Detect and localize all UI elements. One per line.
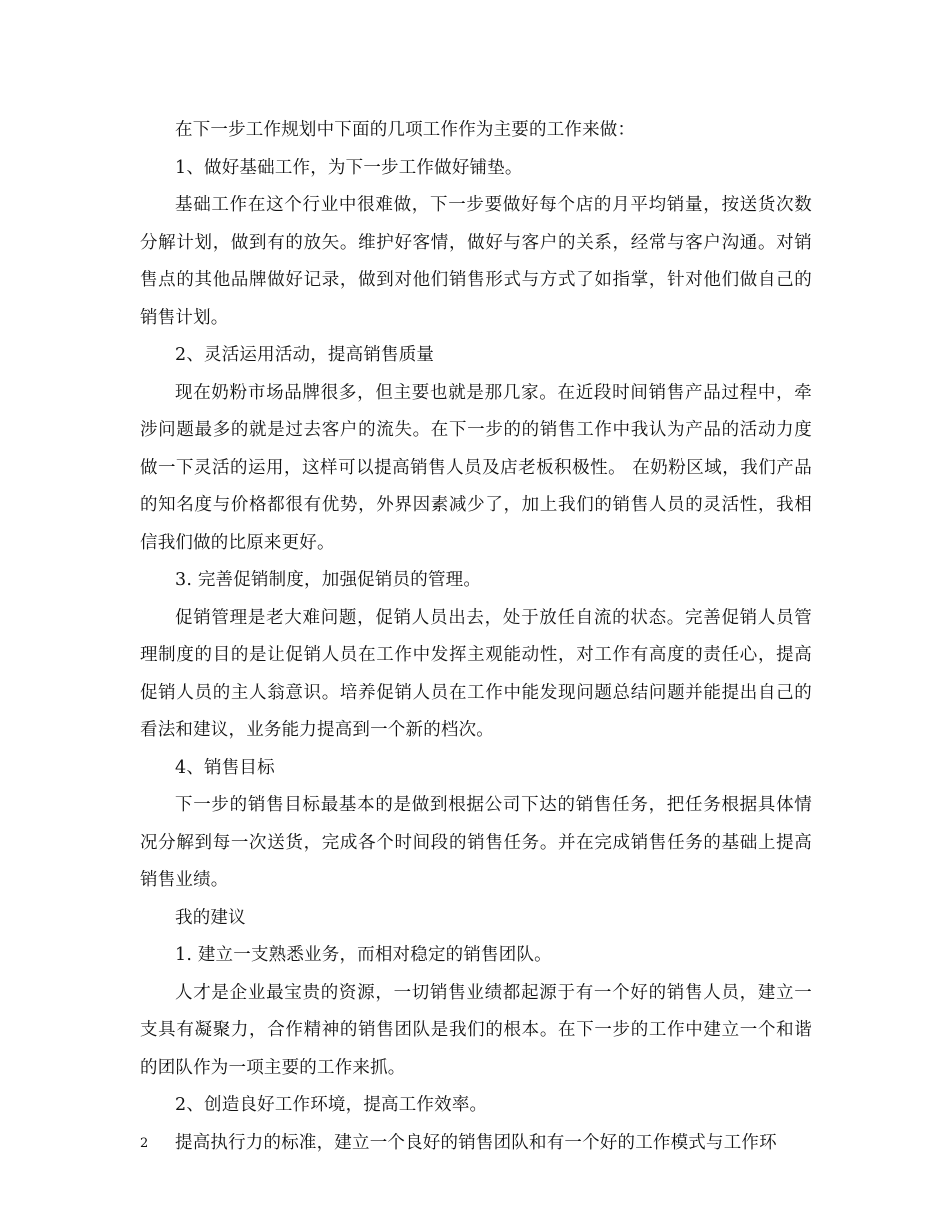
paragraph-efficiency: 提高执行力的标准，建立一个良好的销售团队和有一个好的工作模式与工作环 [175, 1132, 777, 1153]
document-body [140, 112, 812, 1162]
paragraph-team: 人才是企业最宝贵的资源，一切销售业绩都起源于有一个好的销售人员，建立一支具有凝聚力，合作精神的销售团队是我们的根本。在下一步的工作中建立一个和谐的团队作为一项主要的工作来抓。 [140, 982, 812, 1078]
paragraph-suggestion-2: 2、创造良好工作环境，提高工作效率。 [175, 1095, 488, 1115]
paragraph-activities: 现在奶粉市场品牌很多，但主要也就是那几家。在近段时间销售产品过程中，牵涉问题最多的就是过去客户的流失。在下一步的的销售工作中我认为产品的活动力度做一下灵活的运用，这样可以提高销售人员及店老板积极性。 在奶粉区域，我们产品的知名度与价格都很有优势，外界因素减少了，加上我们的销售人员的灵活性，我相信我们做的比原来更好。 [140, 382, 812, 553]
paragraph-suggestion-1: 1. 建立一支熟悉业务，而相对稳定的销售团队。 [175, 945, 552, 965]
paragraph-heading-2: 2、灵活运用活动，提高销售质量 [175, 345, 435, 365]
paragraph-intro: 在下一步工作规划中下面的几项工作作为主要的工作来做： [175, 120, 636, 140]
paragraph-basic-work: 基础工作在这个行业中很难做，下一步要做好每个店的月平均销量，按送货次数分解计划，做到有的放矢。维护好客情，做好与客户的关系，经常与客户沟通。对销售点的其他品牌做好记录，做到对他们销售形式与方式了如指掌，针对他们做自己的销售计划。 [140, 195, 812, 328]
paragraph-heading-4: 4、销售目标 [175, 757, 275, 778]
paragraph-heading-3: 3. 完善促销制度，加强促销员的管理。 [175, 570, 482, 590]
paragraph-suggestions-title: 我的建议 [175, 907, 246, 928]
paragraph-promotion: 促销管理是老大难问题，促销人员出去，处于放任自流的状态。完善促销人员管理制度的目的是让促销人员在工作中发挥主观能动性，对工作有高度的责任心，提高促销人员的主人翁意识。培养促销人员在工作中能发现问题总结问题并能提出自己的看法和建议，业务能力提高到一个新的档次。 [140, 607, 812, 740]
paragraph-sales-target: 下一步的销售目标最基本的是做到根据公司下达的销售任务，把任务根据具体情况分解到每一次送货，完成各个时间段的销售任务。并在完成销售任务的基础上提高销售业绩。 [140, 795, 812, 890]
paragraph-heading-1: 1、做好基础工作，为下一步工作做好铺垫。 [175, 157, 523, 178]
page-number: 2 [140, 1136, 149, 1151]
